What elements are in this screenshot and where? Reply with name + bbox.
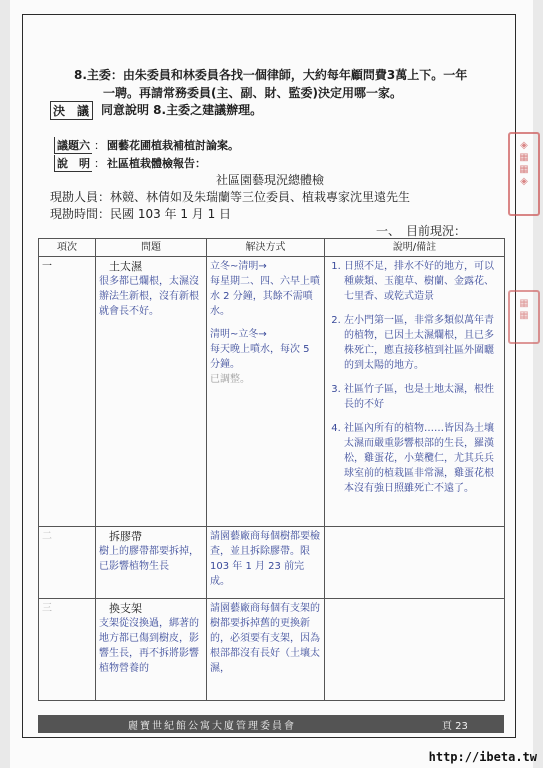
problem-title: 土太濕 bbox=[109, 260, 142, 273]
problem-text: 很多都已爛根，太濕沒辦法生新根，沒有新根就會長不好。 bbox=[99, 276, 199, 317]
row-number: 一 bbox=[39, 257, 96, 527]
header-no: 項次 bbox=[39, 239, 96, 257]
people-label: 現勘人員： bbox=[50, 190, 111, 204]
header-solution: 解決方式 bbox=[207, 239, 325, 257]
table-row bbox=[39, 599, 505, 701]
notes-list bbox=[328, 259, 501, 496]
table-header-row bbox=[39, 239, 505, 257]
community-seal-stamp: ◈ ▦ ▦ ◈ bbox=[508, 132, 540, 216]
solution-cell: 請園藝廠商每個樹都要檢查，並且拆除膠帶。限 103 年 1 月 23 前完成。 bbox=[207, 527, 325, 599]
agenda6-text: 園藝花圃植栽補植討論案。 bbox=[107, 139, 239, 152]
row-number: 二 bbox=[39, 527, 96, 599]
explain-text: 社區植栽體檢報告： bbox=[107, 157, 206, 170]
solution-cell bbox=[207, 257, 325, 527]
list-item: 3. 社區竹子區，也是土地太濕，根性長的不好 bbox=[344, 382, 501, 412]
explain-colon: ： bbox=[94, 157, 105, 170]
people-value: 林競、林倩如及朱瑞蘭等三位委員、植栽專家沈里遠先生 bbox=[110, 190, 411, 204]
problem-title: 拆膠帶 bbox=[109, 530, 142, 543]
solution-b-text: 每天晚上噴水，每次 5 分鐘。 bbox=[210, 344, 310, 370]
problem-text: 支架從沒換過，綁著的地方都已傷到樹皮，影響生長，再不拆將影響植物營養的 bbox=[99, 618, 199, 674]
solution-a-title: 立冬~清明→ bbox=[210, 261, 267, 272]
problem-cell bbox=[96, 599, 207, 701]
agenda6-label: 議題六 bbox=[54, 137, 92, 154]
page-footer bbox=[38, 715, 504, 733]
list-item: 2. 左小門第一區，非常多類似萬年青的植物，已因土太濕爛根，且已多株死亡，應直接移植到社區外圍曬的到太陽的地方。 bbox=[344, 313, 501, 373]
solution-a-text: 每星期二、四、六早上噴水 2 分鐘，其餘不需噴水。 bbox=[210, 276, 320, 317]
item8-line1: 8.主委：由朱委員和林委員各找一個律師，大約每年顧問費3萬上下。一年 bbox=[74, 68, 468, 82]
notes-cell bbox=[325, 599, 505, 701]
item8-line2: 一聘。再請常務委員(主、副、財、監委)決定用哪一家。 bbox=[103, 86, 402, 100]
header-problem: 問題 bbox=[96, 239, 207, 257]
problem-title: 換支架 bbox=[109, 602, 142, 615]
table-row bbox=[39, 527, 505, 599]
status-table bbox=[38, 238, 505, 701]
footer-org: 麗寶世紀館公寓大廈管理委員會 bbox=[128, 721, 296, 732]
solution-status: 已調整。 bbox=[210, 374, 250, 385]
explain-label: 說 明 bbox=[54, 155, 92, 172]
time-value: 民國 103 年 1 月 1 日 bbox=[110, 207, 232, 221]
watermark-text: http://ibeta.tw bbox=[428, 750, 537, 764]
problem-text: 樹上的膠帶都要拆掉，已影響植物生長 bbox=[99, 546, 199, 572]
time-label: 現勘時間： bbox=[50, 207, 111, 221]
problem-cell bbox=[96, 257, 207, 527]
chair-seal-stamp: ▦ ▦ bbox=[508, 290, 540, 344]
section-heading: 一、 目前現況： bbox=[376, 224, 467, 238]
solution-cell: 請園藝廠商每個有支架的樹都要拆掉舊的更換新的，必須要有支架，因為根部都沒有長好（土壤太濕， bbox=[207, 599, 325, 701]
agenda6-colon: ： bbox=[94, 139, 105, 152]
problem-cell bbox=[96, 527, 207, 599]
report-title: 社區園藝現況總體檢 bbox=[216, 173, 325, 187]
solution-b-title: 清明~立冬→ bbox=[210, 329, 267, 340]
resolution-text: 同意說明 8.主委之建議辦理。 bbox=[101, 103, 263, 117]
notes-cell bbox=[325, 527, 505, 599]
footer-page: 頁 23 bbox=[442, 721, 468, 732]
row-number: 三 bbox=[39, 599, 96, 701]
header-notes: 說明/備註 bbox=[325, 239, 505, 257]
list-item: 1. 日照不足，排水不好的地方，可以種蕨類、玉龍草、樹蘭、金露花、七里香、或乾式造景 bbox=[344, 259, 501, 304]
list-item: 4. 社區內所有的植物……皆因為土壤太濕而嚴重影響根部的生長，羅漢松，雞蛋花，小葉欖仁，尤其兵兵球室前的植栽區非常濕，雞蛋花根本沒有強日照雖死亡不遠了。 bbox=[344, 421, 501, 496]
notes-cell bbox=[325, 257, 505, 527]
resolution-label: 決 議 bbox=[50, 101, 93, 120]
table-row bbox=[39, 257, 505, 527]
